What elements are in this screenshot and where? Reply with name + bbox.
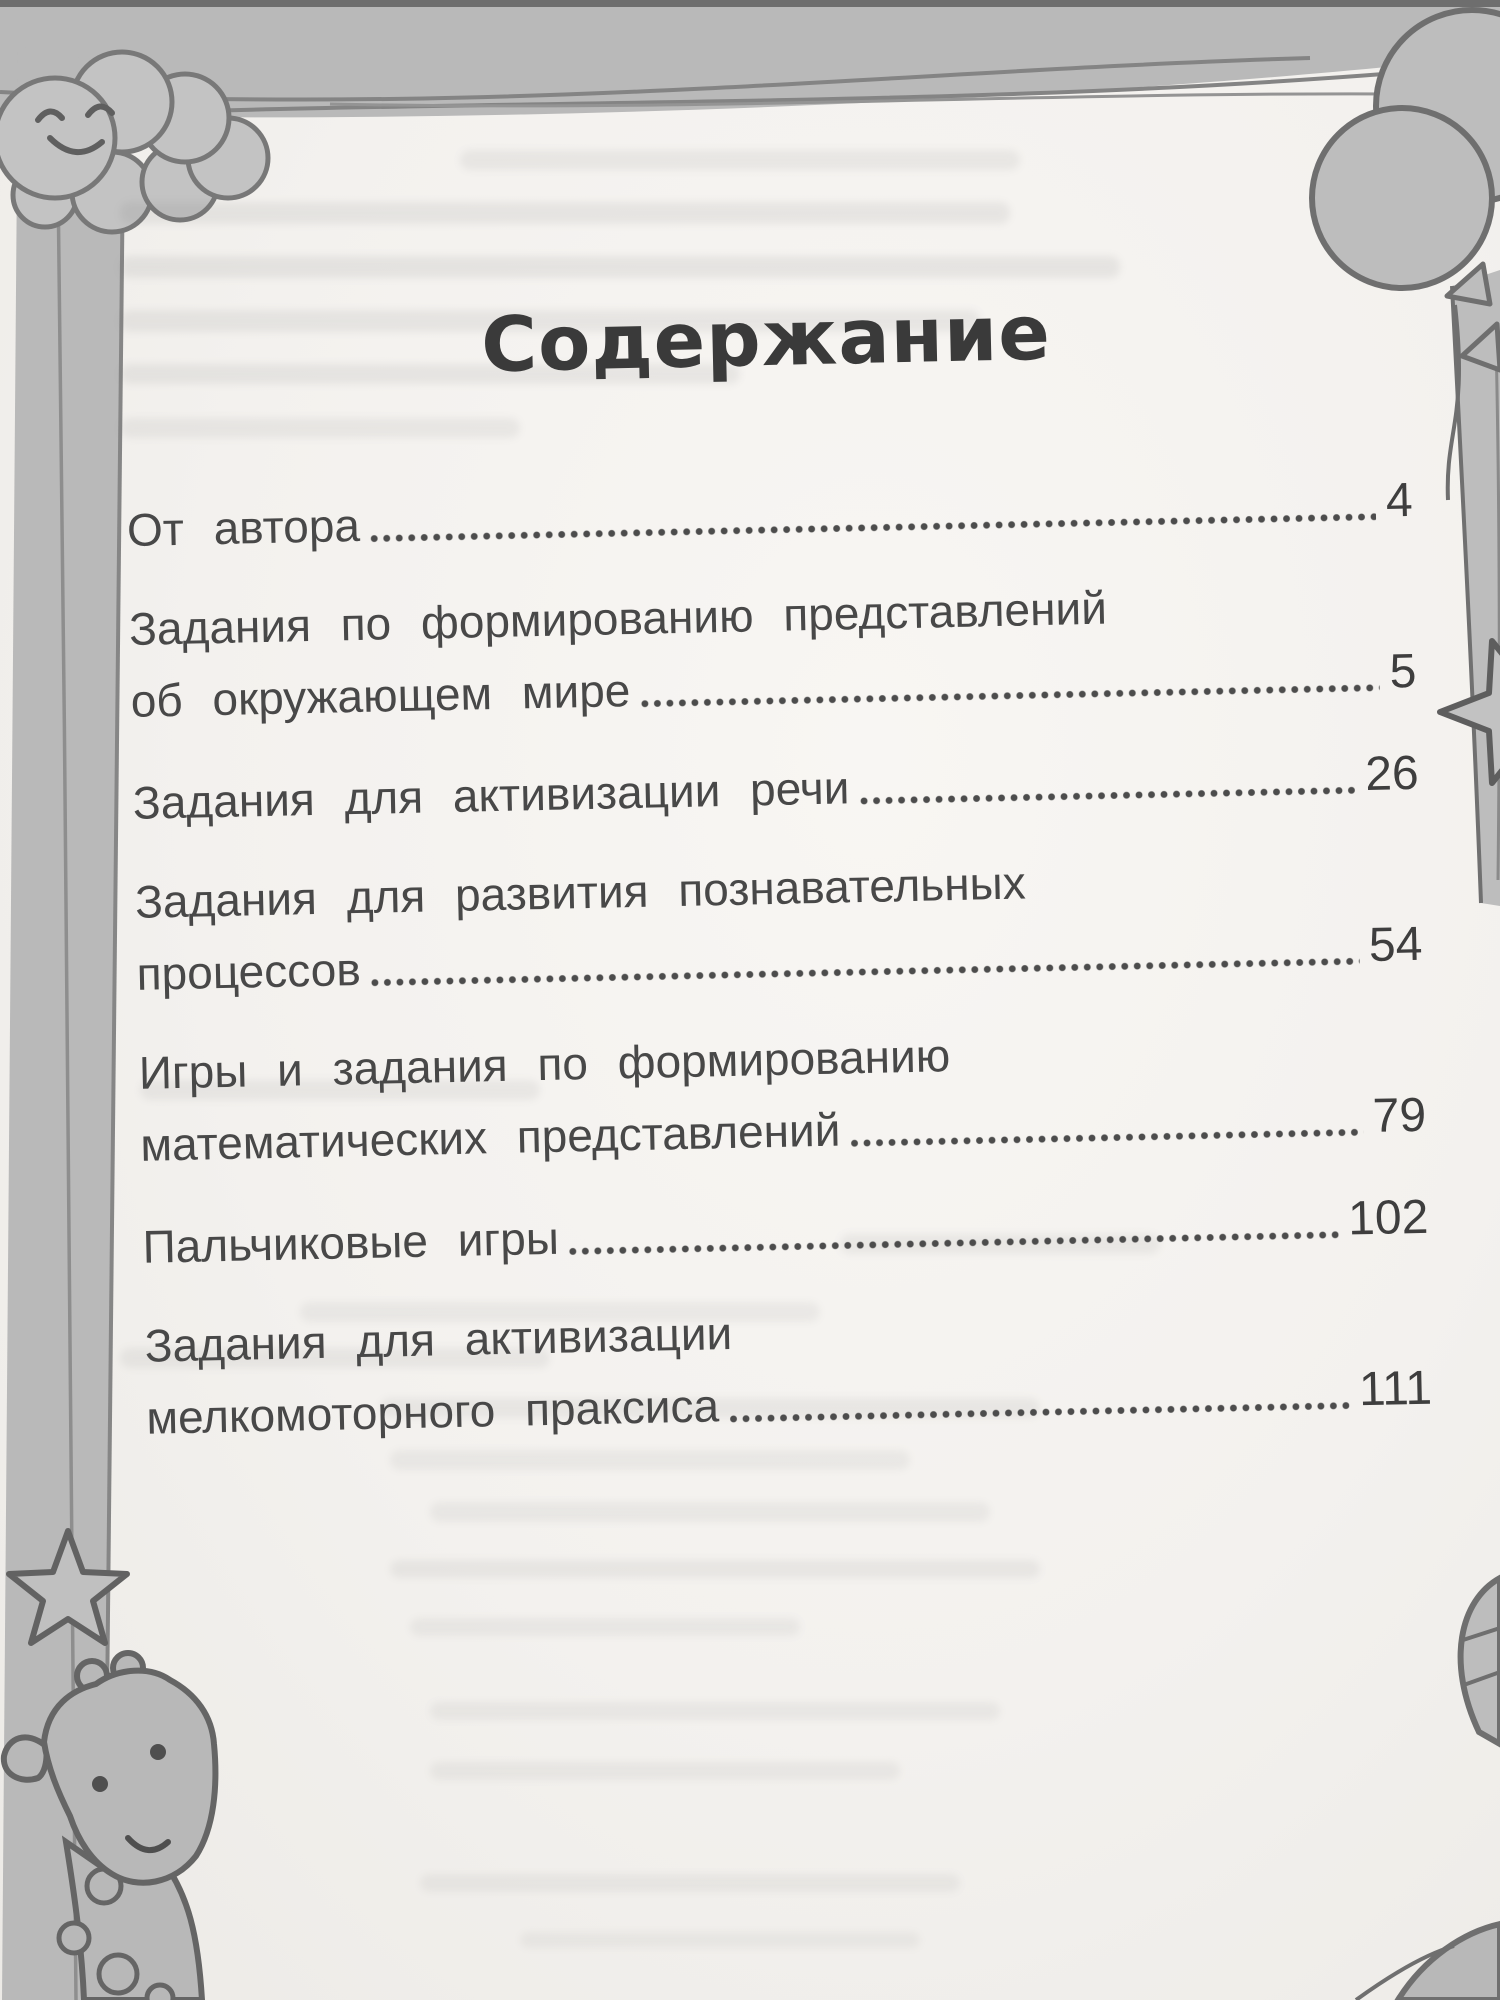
toc-entry	[134, 840, 1423, 1009]
dot-leader	[729, 1402, 1349, 1424]
toc-entry	[126, 465, 1413, 565]
page-title: Содержание	[480, 287, 1052, 390]
toc-entry-title: об окружающем мире	[130, 664, 631, 727]
toc-entry-title: От автора	[126, 498, 361, 556]
toc-entry	[138, 1011, 1427, 1180]
toc-entry-title: мелкомоторного праксиса	[145, 1379, 720, 1444]
dot-leader	[371, 957, 1360, 987]
toc-page-number: 79	[1372, 1088, 1427, 1143]
toc-entry-line	[126, 465, 1413, 565]
star-left-icon	[9, 1531, 127, 1643]
toc-page-number: 54	[1368, 917, 1423, 972]
left-border-band	[2, 46, 124, 2000]
toc-entry-title: Задания для активизации	[144, 1306, 733, 1372]
dot-leader	[640, 684, 1380, 708]
giraffe-icon	[4, 1653, 216, 2000]
toc-page-number: 111	[1358, 1361, 1433, 1417]
toc-page-number: 102	[1347, 1190, 1429, 1246]
toc-entry	[144, 1284, 1433, 1453]
toc-entry	[128, 567, 1417, 736]
toc-entry-line	[142, 1182, 1429, 1282]
toc-entry-title: Задания для развития познавательных	[134, 856, 1027, 928]
toc-page-number: 26	[1364, 746, 1420, 802]
star-right-icon	[1440, 641, 1500, 783]
dot-leader	[851, 1128, 1364, 1147]
animal-back-icon	[1356, 1924, 1500, 2000]
toc-entry	[142, 1182, 1429, 1282]
dot-leader	[860, 786, 1356, 805]
dot-leader	[370, 513, 1376, 543]
toc-list	[126, 465, 1433, 1453]
toc-page-number: 4	[1385, 473, 1414, 528]
smiling-cloud-icon	[0, 52, 268, 232]
toc-entry	[132, 738, 1419, 838]
toc-page-number: 5	[1389, 644, 1417, 699]
dot-leader	[569, 1231, 1339, 1256]
toc-entry-title: Пальчиковые игры	[142, 1211, 560, 1273]
toc-entry-title: Задания для активизации речи	[132, 761, 850, 829]
top-border-band	[0, 0, 1500, 118]
toc-entry-title: процессов	[136, 942, 362, 1000]
toc-entry-title: Игры и задания по формированию	[138, 1029, 951, 1099]
toc-entry-title: Задания по формированию представлений	[128, 581, 1108, 655]
leaf-right-icon	[1461, 1578, 1500, 1744]
toc-entry-line	[132, 738, 1419, 838]
toc-entry-title: математических представлений	[139, 1103, 841, 1171]
contents-section	[122, 280, 1433, 1483]
